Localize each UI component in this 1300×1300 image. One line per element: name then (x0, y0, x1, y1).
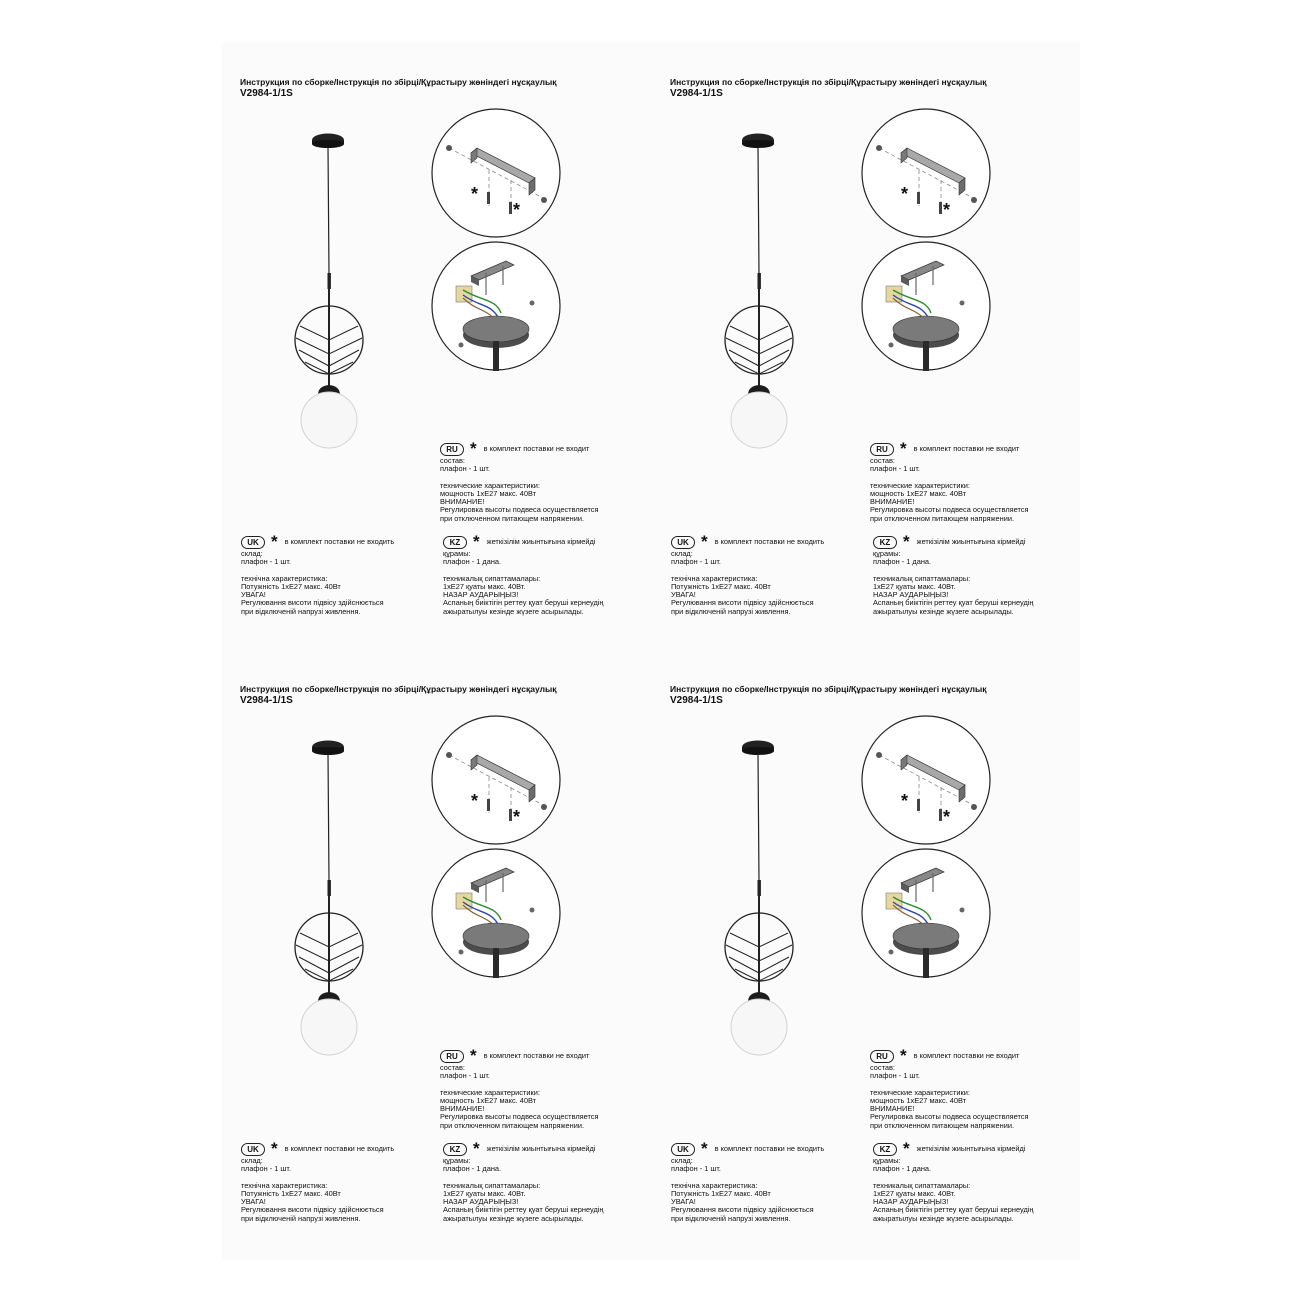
mounting-bracket-detail (861, 715, 991, 845)
warning-text: Регулювання висоти підвісу здійснюється (241, 598, 384, 608)
info-block-kz (443, 1139, 604, 1223)
info-block-kz (873, 1139, 1034, 1223)
contents-item: плафон - 1 шт. (671, 1164, 721, 1174)
specs-heading: технічна характеристика: (671, 573, 758, 583)
warning-heading: УВАГА! (671, 1197, 696, 1207)
kz-language-badge: KZ (873, 1143, 897, 1156)
info-block-ru (870, 439, 1029, 523)
ru-language-badge: RU (440, 443, 464, 456)
kz-language-badge: KZ (443, 1143, 467, 1156)
svg-text:*: * (513, 807, 521, 827)
svg-text:*: * (901, 791, 909, 811)
asterisk-icon: * (900, 1046, 907, 1065)
contents-heading: состав: (870, 1063, 895, 1072)
pendant-lamp-illustration (287, 128, 377, 458)
warning-text: Аспаның биіктігін реттеу қуат беруші кернеудің (873, 598, 1034, 608)
warning-text: ажыратылуы кезінде жүзеге асырылады. (873, 1213, 1014, 1223)
power-spec: мощность 1хЕ27 макс. 40Вт (870, 488, 967, 498)
not-included-note: в комплект поставки не входить (714, 536, 825, 546)
power-spec: 1хЕ27 қуаты макс. 40Вт. (873, 1188, 956, 1198)
warning-heading: НАЗАР АУДАРЫҢЫЗ! (873, 1197, 949, 1207)
asterisk-icon: * (903, 532, 910, 551)
specs-heading: технічна характеристика: (671, 1180, 758, 1190)
asterisk-icon: * (701, 532, 708, 551)
info-block-uk (241, 532, 395, 616)
not-included-note: жеткізілім жиынтығына кірмейді (916, 1143, 1026, 1153)
contents-heading: склад: (241, 549, 263, 558)
contents-item: плафон - 1 шт. (870, 464, 920, 474)
instruction-panel (235, 677, 655, 1277)
warning-text: ажыратылуы кезінде жүзеге асырылады. (443, 1213, 584, 1223)
pendant-lamp-illustration (717, 735, 807, 1065)
svg-text:*: * (943, 807, 951, 827)
contents-item: плафон - 1 шт. (440, 1071, 490, 1081)
asterisk-icon: * (473, 532, 480, 551)
page-title: Инструкция по сборке/Інструкція по збірці/Құрастыру жөніндегі нұсқаулық (240, 77, 557, 87)
warning-text: при відключеній напрузі живлення. (241, 1213, 361, 1223)
instruction-panel (665, 677, 1085, 1277)
contents-item: плафон - 1 шт. (241, 557, 291, 567)
contents-item: плафон - 1 шт. (440, 464, 490, 474)
asterisk-icon: * (903, 1139, 910, 1158)
warning-text: при отключенном питающем напряжении. (870, 1120, 1015, 1130)
specs-heading: технические характеристики: (440, 1087, 540, 1097)
contents-item: плафон - 1 дана. (443, 557, 502, 567)
svg-text:*: * (513, 200, 521, 220)
not-included-note: жеткізілім жиынтығына кірмейді (486, 536, 596, 546)
asterisk-icon: * (900, 439, 907, 458)
contents-heading: состав: (870, 456, 895, 465)
not-included-note: жеткізілім жиынтығына кірмейді (486, 1143, 596, 1153)
model-number: V2984-1/1S (240, 695, 293, 706)
warning-heading: ВНИМАНИЕ! (870, 1104, 915, 1114)
contents-heading: құрамы: (873, 549, 901, 558)
ru-language-badge: RU (870, 1050, 894, 1063)
model-number: V2984-1/1S (670, 695, 723, 706)
power-spec: 1хЕ27 қуаты макс. 40Вт. (443, 1188, 526, 1198)
ru-language-badge: RU (870, 443, 894, 456)
asterisk-icon: * (701, 1139, 708, 1158)
contents-item: плафон - 1 шт. (671, 557, 721, 567)
specs-heading: техникалық сипаттамалары: (443, 1180, 541, 1190)
contents-heading: құрамы: (873, 1156, 901, 1165)
info-block-kz (443, 532, 604, 616)
kz-language-badge: KZ (873, 536, 897, 549)
specs-heading: технічна характеристика: (241, 1180, 328, 1190)
uk-language-badge: UK (671, 1143, 695, 1156)
warning-heading: НАЗАР АУДАРЫҢЫЗ! (873, 590, 949, 600)
mounting-bracket-detail (861, 108, 991, 238)
contents-heading: склад: (671, 549, 693, 558)
svg-text:*: * (943, 200, 951, 220)
power-spec: Потужність 1хЕ27 макс. 40Вт (241, 581, 341, 591)
warning-text: Регулювання висоти підвісу здійснюється (671, 598, 814, 608)
kz-language-badge: KZ (443, 536, 467, 549)
asterisk-icon: * (470, 1046, 477, 1065)
warning-heading: УВАГА! (241, 590, 266, 600)
not-included-note: в комплект поставки не входит (913, 443, 1020, 453)
warning-text: при отключенном питающем напряжении. (870, 513, 1015, 523)
contents-item: плафон - 1 дана. (443, 1164, 502, 1174)
pendant-lamp-illustration (717, 128, 807, 458)
page-title: Инструкция по сборке/Інструкція по збірці/Құрастыру жөніндегі нұсқаулық (240, 684, 557, 694)
warning-heading: УВАГА! (671, 590, 696, 600)
pendant-lamp-illustration (287, 735, 377, 1065)
wiring-canopy-detail (431, 848, 561, 978)
info-block-ru (440, 1046, 599, 1130)
contents-item: плафон - 1 шт. (870, 1071, 920, 1081)
contents-heading: склад: (671, 1156, 693, 1165)
not-included-note: в комплект поставки не входить (284, 1143, 395, 1153)
not-included-note: в комплект поставки не входит (483, 1050, 590, 1060)
power-spec: 1хЕ27 қуаты макс. 40Вт. (873, 581, 956, 591)
svg-text:*: * (901, 184, 909, 204)
ru-language-badge: RU (440, 1050, 464, 1063)
page-title: Инструкция по сборке/Інструкція по збірці/Құрастыру жөніндегі нұсқаулық (670, 684, 987, 694)
asterisk-icon: * (470, 439, 477, 458)
power-spec: мощность 1хЕ27 макс. 40Вт (440, 1095, 537, 1105)
model-number: V2984-1/1S (240, 88, 293, 99)
warning-text: при відключеній напрузі живлення. (671, 606, 791, 616)
warning-heading: ВНИМАНИЕ! (440, 497, 485, 507)
warning-text: Регулювання висоти підвісу здійснюється (241, 1205, 384, 1215)
wiring-canopy-detail (861, 848, 991, 978)
contents-heading: состав: (440, 1063, 465, 1072)
asterisk-icon: * (271, 1139, 278, 1158)
contents-item: плафон - 1 дана. (873, 557, 932, 567)
info-block-kz (873, 532, 1034, 616)
info-block-ru (870, 1046, 1029, 1130)
warning-heading: НАЗАР АУДАРЫҢЫЗ! (443, 1197, 519, 1207)
specs-heading: технические характеристики: (870, 480, 970, 490)
contents-heading: құрамы: (443, 549, 471, 558)
power-spec: Потужність 1хЕ27 макс. 40Вт (671, 581, 771, 591)
warning-text: Регулировка высоты подвеса осуществляется (440, 1112, 599, 1122)
warning-text: Аспаның биіктігін реттеу қуат беруші кернеудің (443, 598, 604, 608)
warning-heading: НАЗАР АУДАРЫҢЫЗ! (443, 590, 519, 600)
model-number: V2984-1/1S (670, 88, 723, 99)
info-block-uk (241, 1139, 395, 1223)
warning-text: Регулировка высоты подвеса осуществляется (870, 1112, 1029, 1122)
specs-heading: технические характеристики: (440, 480, 540, 490)
power-spec: 1хЕ27 қуаты макс. 40Вт. (443, 581, 526, 591)
power-spec: мощность 1хЕ27 макс. 40Вт (440, 488, 537, 498)
warning-text: при отключенном питающем напряжении. (440, 1120, 585, 1130)
info-block-uk (671, 1139, 825, 1223)
warning-text: ажыратылуы кезінде жүзеге асырылады. (443, 606, 584, 616)
warning-text: Аспаның биіктігін реттеу қуат беруші кернеудің (873, 1205, 1034, 1215)
asterisk-icon: * (271, 532, 278, 551)
uk-language-badge: UK (671, 536, 695, 549)
specs-heading: техникалық сипаттамалары: (443, 573, 541, 583)
not-included-note: в комплект поставки не входить (714, 1143, 825, 1153)
mounting-bracket-detail (431, 108, 561, 238)
specs-heading: техникалық сипаттамалары: (873, 573, 971, 583)
power-spec: мощность 1хЕ27 макс. 40Вт (870, 1095, 967, 1105)
warning-heading: УВАГА! (241, 1197, 266, 1207)
not-included-note: жеткізілім жиынтығына кірмейді (916, 536, 1026, 546)
page-title: Инструкция по сборке/Інструкція по збірці/Құрастыру жөніндегі нұсқаулық (670, 77, 987, 87)
wiring-canopy-detail (861, 241, 991, 371)
info-block-ru (440, 439, 599, 523)
power-spec: Потужність 1хЕ27 макс. 40Вт (241, 1188, 341, 1198)
contents-item: плафон - 1 шт. (241, 1164, 291, 1174)
svg-text:*: * (471, 791, 479, 811)
contents-heading: құрамы: (443, 1156, 471, 1165)
asterisk-icon: * (473, 1139, 480, 1158)
specs-heading: технічна характеристика: (241, 573, 328, 583)
warning-text: при отключенном питающем напряжении. (440, 513, 585, 523)
contents-item: плафон - 1 дана. (873, 1164, 932, 1174)
contents-heading: состав: (440, 456, 465, 465)
wiring-canopy-detail (431, 241, 561, 371)
not-included-note: в комплект поставки не входит (483, 443, 590, 453)
not-included-note: в комплект поставки не входит (913, 1050, 1020, 1060)
warning-text: ажыратылуы кезінде жүзеге асырылады. (873, 606, 1014, 616)
warning-text: Аспаның биіктігін реттеу қуат беруші кернеудің (443, 1205, 604, 1215)
warning-text: при відключеній напрузі живлення. (671, 1213, 791, 1223)
warning-text: Регулировка высоты подвеса осуществляется (870, 505, 1029, 515)
not-included-note: в комплект поставки не входить (284, 536, 395, 546)
power-spec: Потужність 1хЕ27 макс. 40Вт (671, 1188, 771, 1198)
instruction-panel (665, 70, 1085, 670)
warning-heading: ВНИМАНИЕ! (870, 497, 915, 507)
specs-heading: техникалық сипаттамалары: (873, 1180, 971, 1190)
warning-heading: ВНИМАНИЕ! (440, 1104, 485, 1114)
svg-text:*: * (471, 184, 479, 204)
warning-text: при відключеній напрузі живлення. (241, 606, 361, 616)
info-block-uk (671, 532, 825, 616)
mounting-bracket-detail (431, 715, 561, 845)
contents-heading: склад: (241, 1156, 263, 1165)
specs-heading: технические характеристики: (870, 1087, 970, 1097)
warning-text: Регулювання висоти підвісу здійснюється (671, 1205, 814, 1215)
uk-language-badge: UK (241, 536, 265, 549)
instruction-panel (235, 70, 655, 670)
warning-text: Регулировка высоты подвеса осуществляется (440, 505, 599, 515)
uk-language-badge: UK (241, 1143, 265, 1156)
